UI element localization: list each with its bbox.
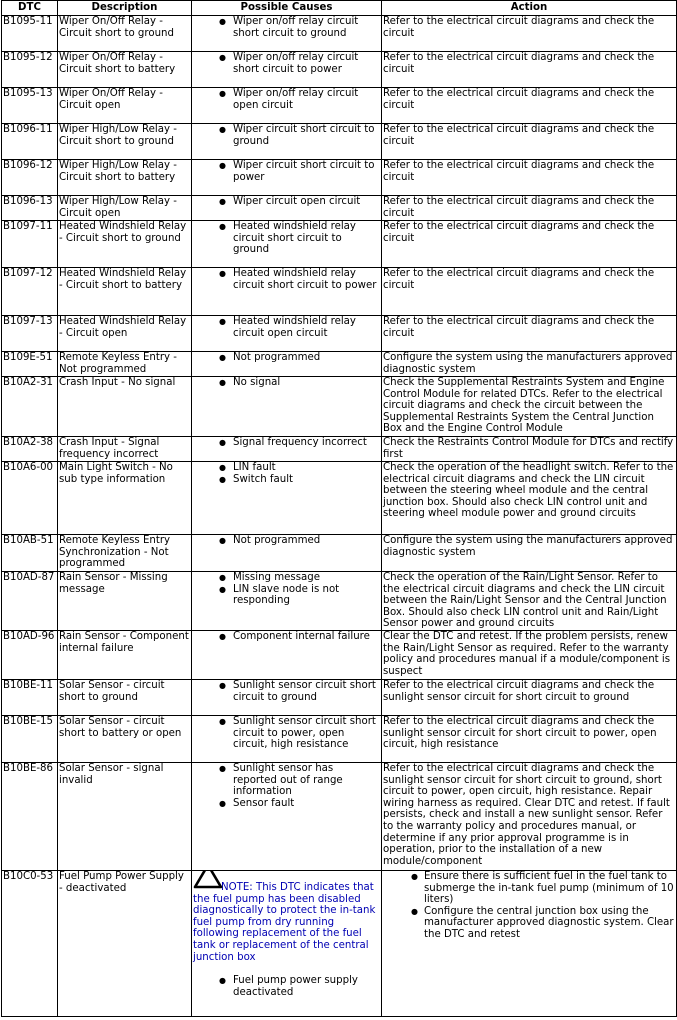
header-description: Description	[58, 1, 192, 16]
table-row	[2, 462, 677, 535]
dtc-action: Refer to the electrical circuit diagrams and check the circuit	[382, 268, 677, 316]
dtc-action: Check the operation of the headlight switch. Refer to the electrical circuit diagrams and check the LIN circuit between the steering wheel module and the central junction box. Should also check LIN control unit and steering wheel module power and ground circuits	[382, 462, 677, 535]
cause-item: ● Sunlight sensor circuit short circuit to power, open circuit, high resistance	[193, 716, 380, 751]
dtc-action: Refer to the electrical circuit diagrams and check the circuit	[382, 52, 677, 88]
dtc-action: Refer to the electrical circuit diagrams and check the circuit	[382, 160, 677, 196]
dtc-action: Check the Restraints Control Module for DTCs and rectify first	[382, 437, 677, 462]
table-row	[2, 160, 677, 196]
table-row	[2, 716, 677, 763]
dtc-action: Refer to the electrical circuit diagrams and check the sunlight sensor circuit for short circuit to ground, short circuit to power, open circuit, high resistance. Repair wiring harness as required. Clear DTC and retest. If fault persists, check and install a new sunlight sensor. Refer to the warranty policy and procedures manual, or determine if any prior approval programme is in operation, prior to the installation of a new module/component	[382, 763, 677, 871]
dtc-description: Fuel Pump Power Supply - deactivated	[58, 871, 192, 1017]
dtc-description: Remote Keyless Entry - Not programmed	[58, 352, 192, 377]
cause-item: ● Wiper on/off relay circuit open circuit	[193, 88, 380, 111]
cause-item: ● Wiper circuit short circuit to ground	[193, 124, 380, 147]
table-row	[2, 88, 677, 124]
possible-causes	[192, 680, 382, 716]
dtc-description: Wiper On/Off Relay - Circuit short to battery	[58, 52, 192, 88]
cause-item: ● No signal	[193, 377, 380, 389]
dtc-action: Check the Supplemental Restraints System and Engine Control Module for related DTCs. Refer to the electrical circuit diagrams and check the circuit between the Supplemental Restraints System the Central Junction Box and the Engine Control Module	[382, 377, 677, 437]
cause-item: ● Heated windshield relay circuit open circuit	[193, 316, 380, 339]
table-row	[2, 52, 677, 88]
dtc-code: B10A2-31	[2, 377, 58, 437]
cause-item: ● Wiper on/off relay circuit short circuit to power	[193, 52, 380, 75]
header-dtc: DTC	[2, 1, 58, 16]
table-row	[2, 268, 677, 316]
table-row	[2, 124, 677, 160]
table-row	[2, 352, 677, 377]
possible-causes	[192, 16, 382, 52]
cause-item: ● Switch fault	[193, 474, 380, 486]
cause-item: ● Not programmed	[193, 352, 380, 364]
cause-item: ● Sunlight sensor has reported out of range information	[193, 763, 380, 798]
possible-causes	[192, 196, 382, 221]
dtc-code: B10BE-11	[2, 680, 58, 716]
header-action: Action	[382, 1, 677, 16]
possible-causes	[192, 88, 382, 124]
possible-causes	[192, 716, 382, 763]
table-row	[2, 16, 677, 52]
cause-item: ● Fuel pump power supply deactivated	[193, 975, 380, 998]
cause-item: ● Missing message	[193, 572, 380, 584]
dtc-action: Check the operation of the Rain/Light Sensor. Refer to the electrical circuit diagrams and check the LIN circuit between the Rain/Light Sensor and the Central Junction Box. Should also check LIN control unit and Rain/Light Sensor power and ground circuits	[382, 572, 677, 631]
dtc-code: B109E-51	[2, 352, 58, 377]
dtc-code: B1096-12	[2, 160, 58, 196]
possible-causes	[192, 52, 382, 88]
dtc-action: Refer to the electrical circuit diagrams and check the sunlight sensor circuit for short circuit to power, open circuit, high resistance	[382, 716, 677, 763]
cause-item: ● LIN slave node is not responding	[193, 584, 380, 607]
dtc-description: Rain Sensor - Component internal failure	[58, 631, 192, 680]
table-body	[2, 16, 677, 1017]
dtc-action: Refer to the electrical circuit diagrams and check the circuit	[382, 88, 677, 124]
possible-causes	[192, 160, 382, 196]
table-row	[2, 631, 677, 680]
dtc-description: Remote Keyless Entry Synchronization - Not programmed	[58, 535, 192, 572]
dtc-description: Solar Sensor - circuit short to ground	[58, 680, 192, 716]
possible-causes	[192, 268, 382, 316]
dtc-code: B1095-11	[2, 16, 58, 52]
dtc-description: Wiper High/Low Relay - Circuit short to ground	[58, 124, 192, 160]
table-row	[2, 196, 677, 221]
cause-item: ● LIN fault	[193, 462, 380, 474]
action-item: ● Ensure there is sufficient fuel in the fuel tank to submerge the in-tank fuel pump (minimum of 10 liters)	[383, 871, 675, 906]
dtc-description: Rain Sensor - Missing message	[58, 572, 192, 631]
header-possible-causes: Possible Causes	[192, 1, 382, 16]
dtc-code: B10BE-15	[2, 716, 58, 763]
table-row	[2, 535, 677, 572]
cause-item: ● Sensor fault	[193, 798, 380, 810]
dtc-code: B10AD-96	[2, 631, 58, 680]
cause-item: ● Wiper circuit short circuit to power	[193, 160, 380, 183]
dtc-description: Crash Input - No signal	[58, 377, 192, 437]
dtc-code: B10AB-51	[2, 535, 58, 572]
possible-causes	[192, 871, 382, 1017]
possible-causes	[192, 572, 382, 631]
possible-causes	[192, 462, 382, 535]
dtc-description: Solar Sensor - signal invalid	[58, 763, 192, 871]
dtc-code: B10C0-53	[2, 871, 58, 1017]
dtc-code: B1097-11	[2, 221, 58, 268]
dtc-description: Wiper On/Off Relay - Circuit open	[58, 88, 192, 124]
dtc-description: Wiper High/Low Relay - Circuit open	[58, 196, 192, 221]
action-item: ● Configure the central junction box using the manufacturer approved diagnostic system. Clear the DTC and retest	[383, 906, 675, 941]
dtc-description: Wiper High/Low Relay - Circuit short to battery	[58, 160, 192, 196]
cause-item: ● Wiper circuit open circuit	[193, 196, 380, 208]
table-row	[2, 316, 677, 352]
dtc-description: Main Light Switch - No sub type information	[58, 462, 192, 535]
table-row	[2, 763, 677, 871]
table-row	[2, 871, 677, 1017]
table-header-row	[2, 1, 677, 16]
dtc-action: Refer to the electrical circuit diagrams and check the circuit	[382, 221, 677, 268]
cause-item: ● Heated windshield relay circuit short circuit to power	[193, 268, 380, 291]
possible-causes	[192, 221, 382, 268]
dtc-description: Heated Windshield Relay - Circuit short to ground	[58, 221, 192, 268]
dtc-action: Refer to the electrical circuit diagrams and check the circuit	[382, 316, 677, 352]
dtc-code: B1097-12	[2, 268, 58, 316]
dtc-code: B1096-11	[2, 124, 58, 160]
possible-causes	[192, 377, 382, 437]
cause-item: ● Heated windshield relay circuit short circuit to ground	[193, 221, 380, 256]
dtc-code: B10BE-86	[2, 763, 58, 871]
warning-triangle-icon	[193, 871, 223, 890]
dtc-description: Heated Windshield Relay - Circuit open	[58, 316, 192, 352]
cause-item: ● Signal frequency incorrect	[193, 437, 380, 449]
dtc-description: Heated Windshield Relay - Circuit short to battery	[58, 268, 192, 316]
note-block	[193, 871, 380, 963]
dtc-action: Refer to the electrical circuit diagrams and check the circuit	[382, 196, 677, 221]
dtc-code: B1096-13	[2, 196, 58, 221]
table-row	[2, 572, 677, 631]
dtc-action: Configure the system using the manufacturers approved diagnostic system	[382, 535, 677, 572]
note-text: NOTE: This DTC indicates that the fuel pump has been disabled diagnostically to protect the in-tank fuel pump from dry running following replacement of the fuel tank or replacement of the central junction box	[193, 882, 376, 963]
dtc-action: Clear the DTC and retest. If the problem persists, renew the Rain/Light Sensor as required. Refer to the warranty policy and procedures manual if a module/component is suspect	[382, 631, 677, 680]
possible-causes	[192, 535, 382, 572]
dtc-code: B1095-12	[2, 52, 58, 88]
cause-item: ● Sunlight sensor circuit short circuit to ground	[193, 680, 380, 703]
cause-item: ● Wiper on/off relay circuit short circuit to ground	[193, 16, 380, 39]
dtc-description: Crash Input - Signal frequency incorrect	[58, 437, 192, 462]
dtc-table	[1, 0, 677, 1017]
dtc-code: B10A2-38	[2, 437, 58, 462]
table-row	[2, 221, 677, 268]
dtc-action: Refer to the electrical circuit diagrams and check the circuit	[382, 16, 677, 52]
possible-causes	[192, 352, 382, 377]
dtc-action: Configure the system using the manufacturers approved diagnostic system	[382, 352, 677, 377]
dtc-code: B10AD-87	[2, 572, 58, 631]
dtc-code: B1095-13	[2, 88, 58, 124]
dtc-action	[382, 871, 677, 1017]
possible-causes	[192, 316, 382, 352]
dtc-description: Solar Sensor - circuit short to battery or open	[58, 716, 192, 763]
dtc-code: B10A6-00	[2, 462, 58, 535]
dtc-action: Refer to the electrical circuit diagrams and check the circuit	[382, 124, 677, 160]
possible-causes	[192, 124, 382, 160]
dtc-description: Wiper On/Off Relay - Circuit short to ground	[58, 16, 192, 52]
dtc-code: B1097-13	[2, 316, 58, 352]
cause-item: ● Component internal failure	[193, 631, 380, 643]
possible-causes	[192, 437, 382, 462]
table-row	[2, 437, 677, 462]
table-row	[2, 377, 677, 437]
dtc-action: Refer to the electrical circuit diagrams and check the sunlight sensor circuit for short circuit to ground	[382, 680, 677, 716]
possible-causes	[192, 763, 382, 871]
table-row	[2, 680, 677, 716]
possible-causes	[192, 631, 382, 680]
cause-item: ● Not programmed	[193, 535, 380, 547]
